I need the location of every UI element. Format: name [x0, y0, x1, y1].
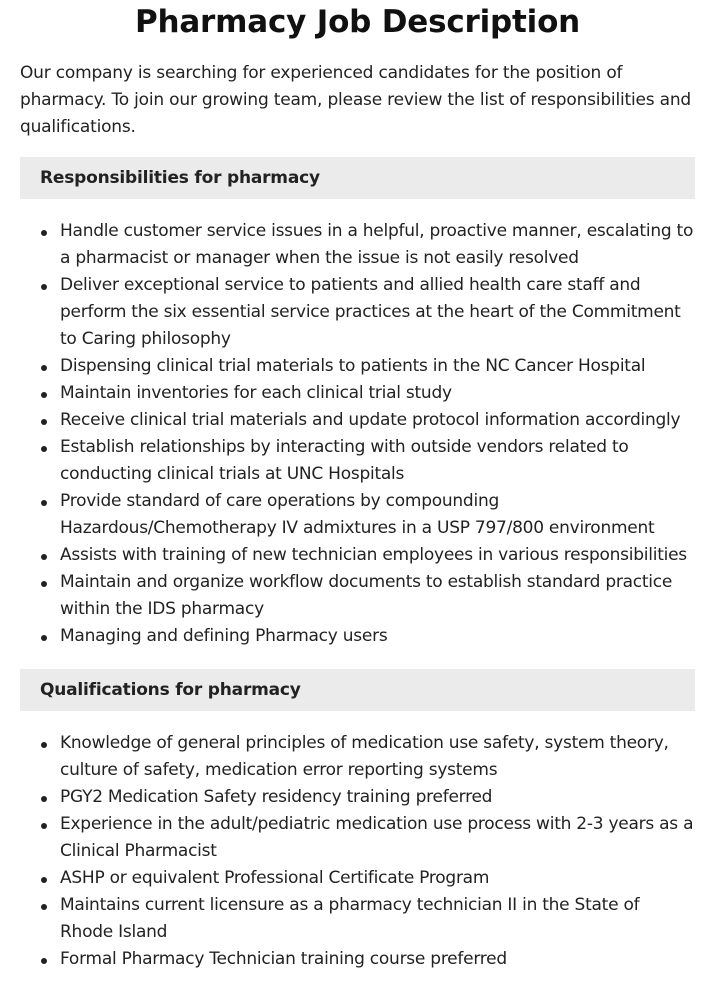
responsibility-item: Maintain inventories for each clinical trial study [20, 380, 695, 407]
responsibility-item: Provide standard of care operations by compounding Hazardous/Chemotherapy IV admixtures in a USP 797/800 environment [20, 488, 695, 542]
qualification-item: PGY2 Medication Safety residency training preferred [20, 784, 695, 811]
responsibilities-list [20, 218, 695, 650]
qualifications-heading: Qualifications for pharmacy [20, 669, 695, 711]
responsibility-item: Maintain and organize workflow documents to establish standard practice within the IDS pharmacy [20, 569, 695, 623]
intro-paragraph: Our company is searching for experienced candidates for the position of pharmacy. To join our growing team, please review the list of responsibilities and qualifications. [20, 63, 691, 137]
job-description-page [20, 0, 695, 973]
page-title: Pharmacy Job Description [134, 4, 581, 40]
qualification-item: ASHP or equivalent Professional Certificate Program [20, 865, 695, 892]
qualification-item: Maintains current licensure as a pharmacy technician II in the State of Rhode Island [20, 892, 695, 946]
responsibility-item: Assists with training of new technician employees in various responsibilities [20, 542, 695, 569]
qualification-item: Experience in the adult/pediatric medication use process with 2-3 years as a Clinical Pharmacist [20, 811, 695, 865]
qualification-item: Formal Pharmacy Technician training course preferred [20, 946, 695, 973]
responsibility-item: Receive clinical trial materials and update protocol information accordingly [20, 407, 695, 434]
responsibility-item: Establish relationships by interacting with outside vendors related to conducting clinical trials at UNC Hospitals [20, 434, 695, 488]
qualification-item: Knowledge of general principles of medication use safety, system theory, culture of safety, medication error reporting systems [20, 730, 695, 784]
qualifications-list [20, 730, 695, 973]
responsibility-item: Deliver exceptional service to patients and allied health care staff and perform the six essential service practices at the heart of the Commitment to Caring philosophy [20, 272, 695, 353]
responsibility-item: Handle customer service issues in a helpful, proactive manner, escalating to a pharmacist or manager when the issue is not easily resolved [20, 218, 695, 272]
responsibilities-heading: Responsibilities for pharmacy [20, 157, 695, 199]
responsibility-item: Managing and defining Pharmacy users [20, 623, 695, 650]
responsibility-item: Dispensing clinical trial materials to patients in the NC Cancer Hospital [20, 353, 695, 380]
